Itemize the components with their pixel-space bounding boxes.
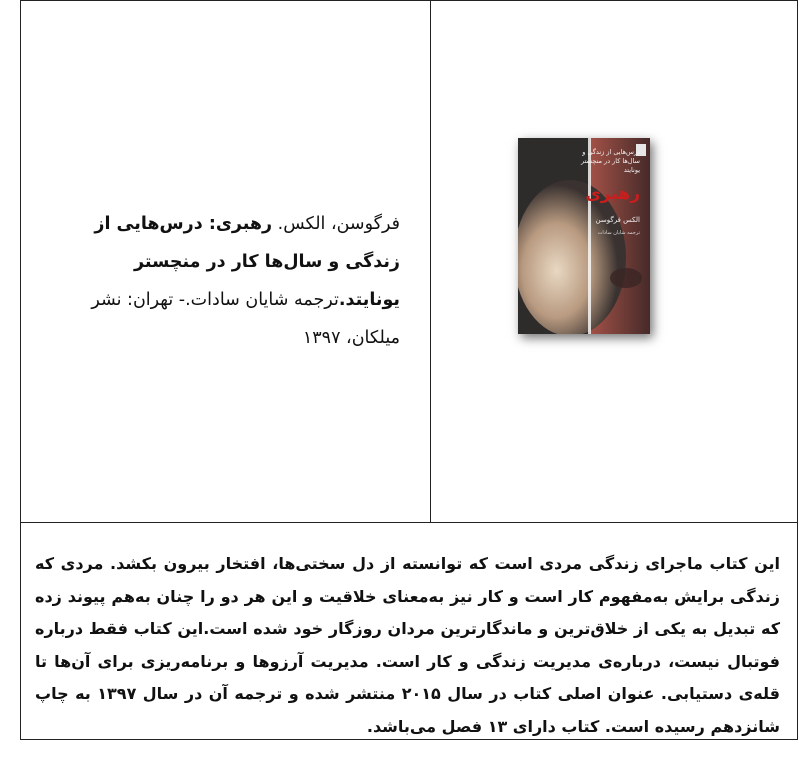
citation-title: رهبری: درس‌هایی از زندگی و سال‌ها کار در منچستر یونایتد. (94, 214, 400, 310)
book-description: این کتاب ماجرای زندگی مردی است که توانسته از دل سختی‌ها، افتخار بیرون بکشد. مردی که زندگی برایش به‌مفهوم کار است و کار نیز به‌معنای خلاقیت و این هر دو را چنان به‌هم پیوند زده که تبدیل به یکی از خلاق‌ترین و ماندگارترین مردان روزگار خود شده است.این کتاب فقط درباره فوتبال نیست، درباره‌ی مدیریت زندگی و کار است. مدیریت آرزوها و برنامه‌ریزی برای آن‌ها تا قله‌ی دستیابی. عنوان اصلی کتاب در سال ۲۰۱۵ منتشر شده و ترجمه آن در سال ۱۳۹۷ به چاپ شانزدهم رسیده است. کتاب دارای ۱۳ فصل می‌باشد. (35, 554, 781, 736)
column-divider (430, 1, 431, 523)
citation-rest: ترجمه شایان سادات.- تهران: نشر میلکان، ۱۳۹۷ (91, 290, 400, 348)
book-cover (518, 138, 650, 334)
citation-author: فرگوسن، الکس. (277, 214, 400, 234)
row-divider (21, 522, 797, 523)
cover-title: رهبری (585, 184, 640, 204)
cover-subtitle: درس‌هایی از زندگی و سال‌ها کار در منچستر یونایتد (581, 148, 640, 174)
cover-author: الکس فرگوسن (595, 216, 640, 224)
cover-translator: ترجمه شایان سادات (597, 230, 640, 236)
citation (50, 205, 400, 357)
